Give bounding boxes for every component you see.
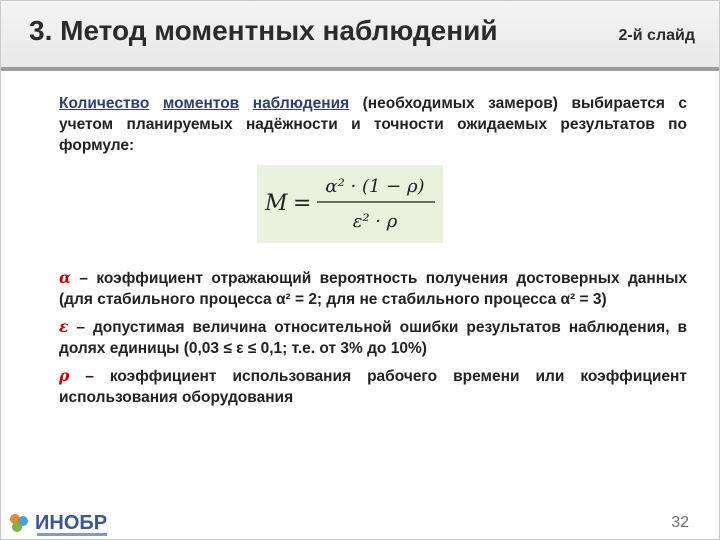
slide-header [1, 1, 719, 67]
formula-lhs: M [265, 191, 288, 216]
header-divider [1, 67, 719, 71]
page-number: 32 [671, 514, 689, 531]
logo-underline [37, 533, 107, 536]
definition-rho-text: – коэффициент использования рабочего времени или коэффициент использования оборудования [59, 368, 687, 406]
formula-box [257, 165, 443, 243]
symbol-alpha: α [59, 268, 71, 287]
slide-label: 2-й слайд [618, 27, 695, 44]
definition-alpha-text: – коэффициент отражающий вероятность получения достоверных данных (для стабильного процесса α² = 2; для не стабильного процесса α² = 3) [59, 270, 687, 308]
definition-epsilon [59, 316, 687, 359]
slide-title: 3. Метод моментных наблюдений [29, 15, 498, 46]
logo-text: ИНОБР [35, 511, 108, 534]
formula-equals: = [293, 191, 312, 216]
logo-icon [7, 511, 31, 535]
symbol-epsilon: ε [59, 317, 69, 336]
inobr-logo [7, 511, 107, 535]
definition-alpha [59, 267, 687, 310]
formula [257, 165, 443, 243]
intro-text: (необходимых замеров) выбирается с учетом планируемых надёжности и точности ожидаемых результатов по формуле: [59, 95, 687, 154]
formula-numerator: α² · (1 − ρ) [325, 176, 425, 197]
definition-epsilon-text: – допустимая величина относительной ошибки результатов наблюдения, в долях единицы (0,03 ≤ ε ≤ 0,1; т.е. от 3% до 10%) [59, 319, 687, 357]
symbol-rho: ρ [59, 366, 70, 385]
intro-term-2: моментов [162, 95, 240, 112]
intro-term-3: наблюдения [252, 95, 350, 112]
intro-paragraph [59, 93, 687, 156]
definition-rho [59, 365, 687, 408]
formula-denominator: ε² · ρ [352, 211, 398, 232]
intro-term-1: Количество [59, 95, 150, 112]
definitions-list [59, 267, 687, 414]
